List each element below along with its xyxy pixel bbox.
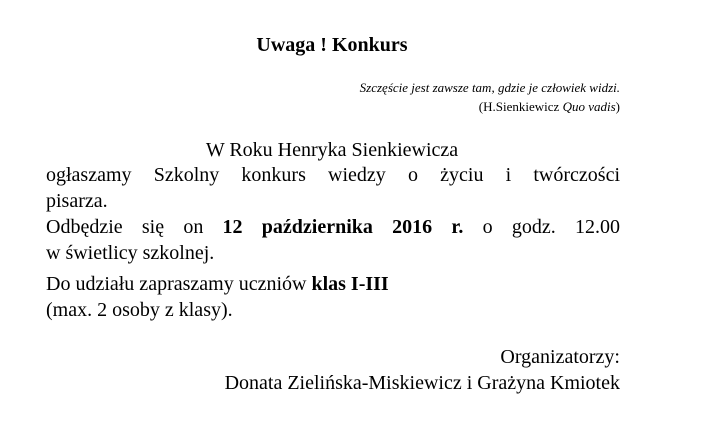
event-time: o godz. 12.00 <box>463 216 620 238</box>
event-location: w świetlicy szkolnej. <box>46 242 215 264</box>
invitation-text: Do udziału zapraszamy uczniów <box>46 273 312 295</box>
epigraph-close: ) <box>615 99 620 114</box>
announcement-line: pisarza. <box>46 190 108 212</box>
announcement-title: Uwaga ! Konkurs <box>256 34 408 56</box>
invitation-line <box>46 273 389 296</box>
announcement-line: ogłaszamy Szkolny konkurs wiedzy o życiu i twórczości <box>46 164 620 186</box>
event-date-line <box>46 216 620 239</box>
epigraph-attribution <box>479 99 620 115</box>
organizers-label: Organizatorzy: <box>500 346 620 368</box>
occasion-heading: W Roku Henryka Sienkiewicza <box>205 139 459 161</box>
epigraph-quote: Szczęście jest zawsze tam, gdzie je człowiek widzi. <box>359 80 620 95</box>
participants-limit: (max. 2 osoby z klasy). <box>46 299 233 321</box>
invited-classes: klas I-III <box>311 273 389 295</box>
epigraph-work: Quo vadis <box>562 99 616 114</box>
organizers-names: Donata Zielińska-Miskiewicz i Grażyna Kmiotek <box>224 372 620 394</box>
epigraph-author: (H.Sienkiewicz <box>478 99 560 114</box>
event-date-prefix: Odbędzie się on <box>46 216 223 238</box>
event-date: 12 października 2016 r. <box>222 216 464 238</box>
